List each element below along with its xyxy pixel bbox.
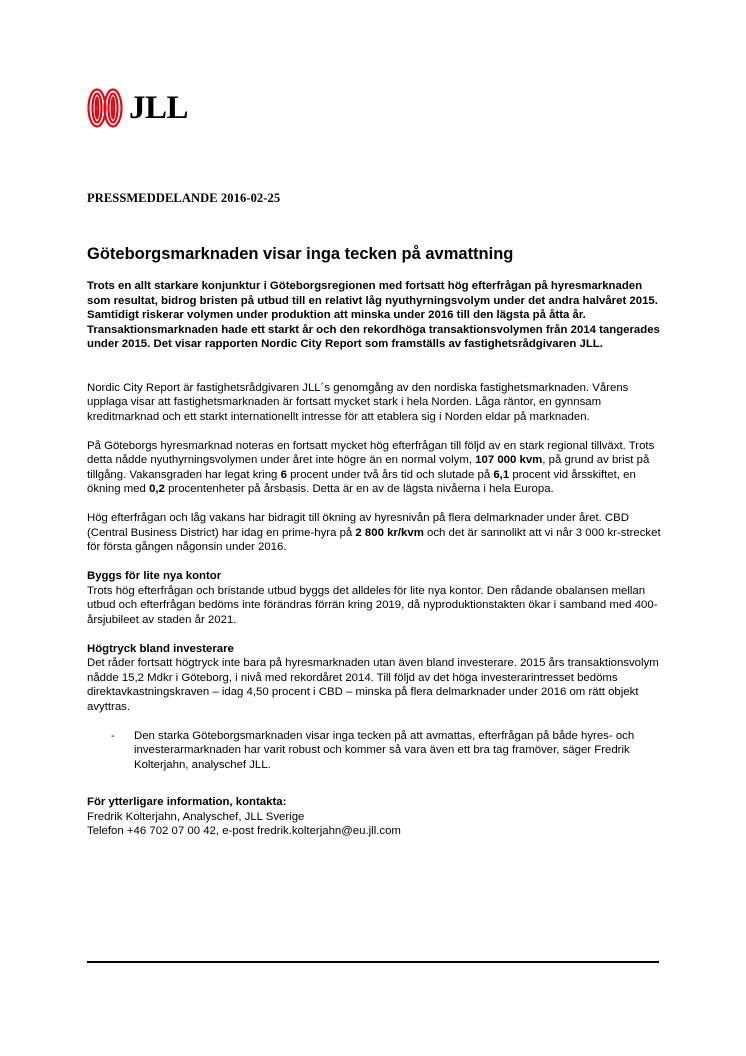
paragraph-rent-levels: Hög efterfrågan och låg vakans har bidragit till ökning av hyresnivån på flera delmarknader under året. CBD (Central Business District) har idag en prime-hyra på 2 800 kr/kvm och det är sannolikt att vi når 3 000 kr-strecket för första gången någonsin under 2016. [87,512,661,553]
page-title: Göteborgsmarknaden visar inga tecken på avmattning [87,245,514,263]
contact-details: Telefon +46 702 07 00 42, e-post fredrik.kolterjahn@eu.jll.com [87,825,401,837]
footer-divider [87,961,659,963]
lead-paragraph: Trots en allt starkare konjunktur i Göteborgsregionen med fortsatt hög efterfrågan på hyresmarknaden som resultat, bidrog bristen på utbud till en relativt låg nyuthyrningsvolym under det andra halvåret 2015. Samtidigt riskerar volymen under produktion att minska under 2016 till den lägsta på åtta år. Transaktionsmarknaden hade ett starkt år och den rekordhöga transaktionsvolymen från 2014 tangerades under 2015. Det visar rapporten Nordic City Report som framställs av fastighetsrådgivaren JLL. [87,280,660,350]
article-body [87,279,662,839]
logo-wordmark: JLL [129,89,189,126]
section-text-offices: Trots hög efterfrågan och bristande utbud byggs det alldeles för lite nya kontor. Den rådande obalansen mellan utbud och efterfrågan bedöms inte förändras förrän kring 2019, då nyproduktionstakten ökar i samband med 400-årsjubileet av staden år 2021. [87,584,658,626]
quote-bullet [87,729,662,773]
quote-text: Den starka Göteborgsmarknaden visar inga tecken på att avmattas, efterfrågan på både hyres- och investerarmarknaden har varit robust och kommer så vara även ett bra tag framöver, säger Fredrik Kolterjahn, analyschef JLL. [134,729,635,771]
contact-heading: För ytterligare information, kontakta: [87,796,287,808]
section-heading-investors: Högtryck bland investerare [87,642,234,655]
highlight-volume: 107 000 kvm [475,454,543,466]
highlight-prime-rent: 2 800 kr/kvm [355,526,424,539]
paragraph-intro: Nordic City Report är fastighetsrådgivaren JLL´s genomgång av den nordiska fastighetsmarknaden. Vårens upplaga visar att fastighetsmarknaden är fortsatt mycket stark i hela Norden. Låga räntor, en gynnsam kreditmarknad och ett starkt internationellt intresse för att etablera sig i Norden eldar på marknaden. [87,381,629,423]
jll-logo-icon [87,88,123,128]
bullet-dash: - [111,729,115,742]
highlight-vacancy: 6 [280,468,287,481]
jll-logo [87,88,188,128]
press-release-date: PRESSMEDDELANDE 2016-02-25 [87,191,281,205]
contact-person: Fredrik Kolterjahn, Analyschef, JLL Sverige [87,810,305,823]
section-heading-offices: Byggs för lite nya kontor [87,570,222,582]
section-text-investors: Det råder fortsatt högtryck inte bara på hyresmarknaden utan även bland investerare. 2015 års transaktionsvolym nådde 15,2 Mdkr i Göteborg, i nivå med rekordåret 2014. Till följd av det höga investerarintresset bedöms direktavkastningskraven – idag 4,50 procent i CBD – minska på flera delmarknader under 2016 om rätt objekt avyttras. [87,657,659,713]
highlight-vacancy-end: 6,1 [493,468,510,481]
paragraph-rental-market: På Göteborgs hyresmarknad noteras en fortsatt mycket hög efterfrågan till följd av en stark regional tillväxt. Trots detta nådde nyuthyrningsvolymen under året inte högre än en normal volym, 107 000 kvm, på grund av brist på tillgång. Vakansgraden har legat kring 6 procent under två års tid och slutade på 6,1 procent vid årsskiftet, en ökning med 0,2 procentenheter på årsbasis. Detta är en av de lägsta nivåerna i hela Europa. [87,439,655,495]
highlight-increase: 0,2 [149,483,165,495]
